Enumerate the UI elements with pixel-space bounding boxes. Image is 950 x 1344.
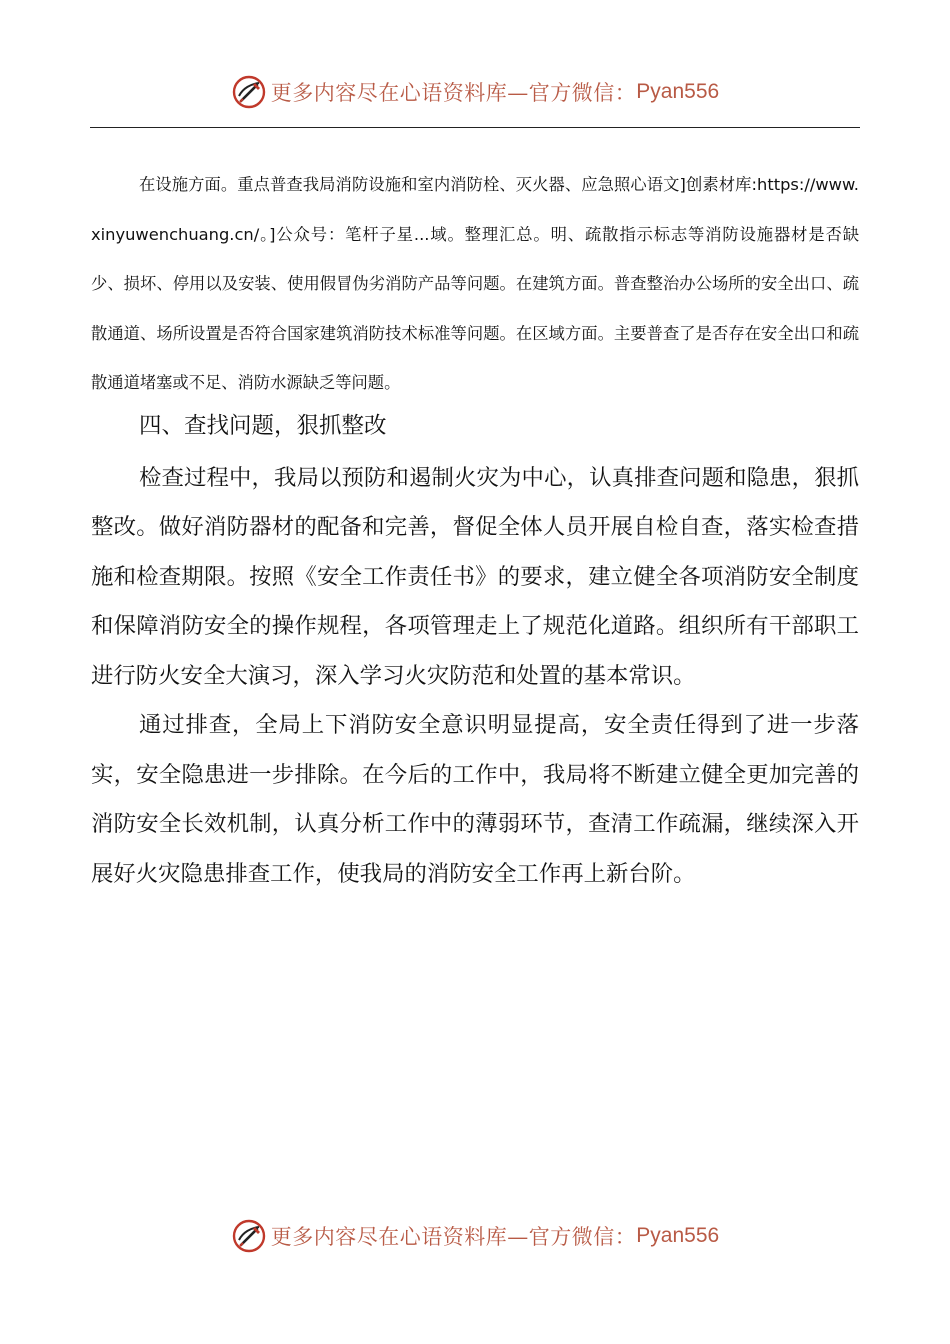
- pen-logo-icon: [231, 74, 267, 110]
- document-body: [91, 160, 859, 899]
- footer-banner: [0, 1214, 950, 1258]
- footer-banner-contact: Pyan556: [636, 1224, 720, 1247]
- paragraph-facilities: 在设施方面。重点普查我局消防设施和室内消防栓、灭火器、应急照心语文]创素材库:https://www.xinyuwenchuang.cn/。]公众号：笔杆子星...域。整理汇总。明、疏散指示标志等消防设施器材是否缺少、损坏、停用以及安装、使用假冒伪劣消防产品等问题。在建筑方面。普查整治办公场所的安全出口、疏散通道、场所设置是否符合国家建筑消防技术标准等问题。在区域方面。主要普查了是否存在安全出口和疏散通道堵塞或不足、消防水源缺乏等问题。: [91, 175, 859, 392]
- header-banner: [0, 70, 950, 114]
- section-heading: 四、查找问题，狠抓整改: [139, 412, 387, 439]
- header-divider: [90, 127, 860, 128]
- pen-logo-icon: [231, 1218, 267, 1254]
- paragraph-inspection: 检查过程中，我局以预防和遏制火灾为中心，认真排查问题和隐患，狠抓整改。做好消防器材的配备和完善，督促全体人员开展自检自查，落实检查措施和检查期限。按照《安全工作责任书》的要求，建立健全各项消防安全制度和保障消防安全的操作规程，各项管理走上了规范化道路。组织所有干部职工进行防火安全大演习，深入学习火灾防范和处置的基本常识。: [91, 464, 859, 689]
- header-banner-contact: Pyan556: [636, 80, 720, 103]
- paragraph-results: 通过排查，全局上下消防安全意识明显提高，安全责任得到了进一步落实，安全隐患进一步排除。在今后的工作中，我局将不断建立健全更加完善的消防安全长效机制，认真分析工作中的薄弱环节，查清工作疏漏，继续深入开展好火灾隐患排查工作，使我局的消防安全工作再上新台阶。: [91, 712, 859, 887]
- header-banner-text: 更多内容尽在心语资料库—官方微信：: [270, 81, 637, 105]
- footer-banner-text: 更多内容尽在心语资料库—官方微信：: [270, 1225, 637, 1249]
